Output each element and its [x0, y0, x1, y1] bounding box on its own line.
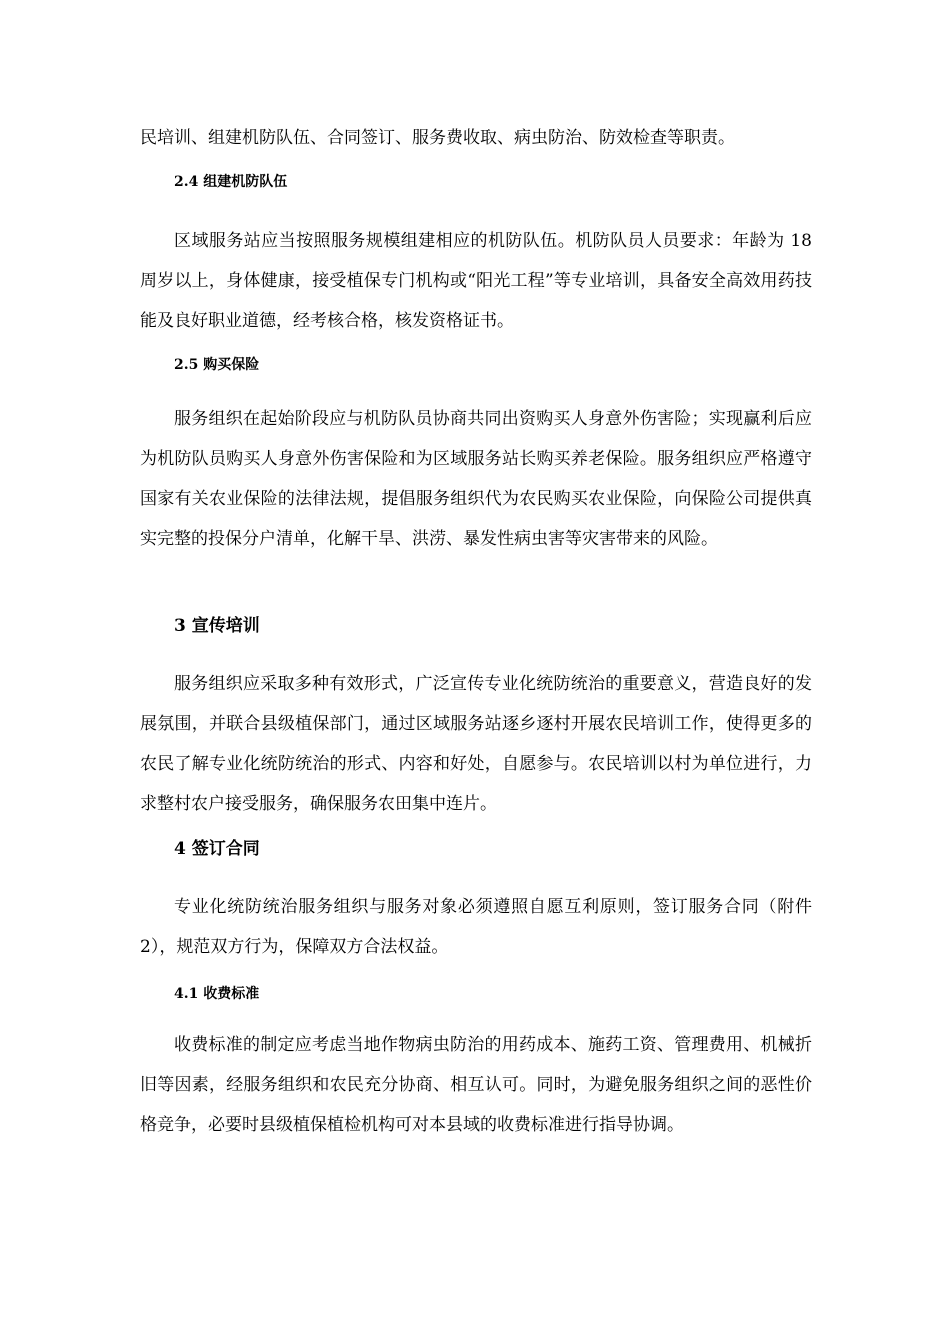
heading-text: 3 宣传培训 — [174, 616, 260, 636]
heading-text: 2.5 购买保险 — [174, 357, 260, 373]
paragraph-text: 区域服务站应当按照服务规模组建相应的机防队伍。机防队员人员要求：年龄为 18 周岁以上，身体健康，接受植保专门机构或“阳光工程”等专业培训，具备安全高效用药技能及良好职业道德，经考核合格，核发资格证书。 — [140, 231, 812, 331]
paragraph-4 — [140, 887, 812, 967]
paragraph-text: 收费标准的制定应考虑当地作物病虫防治的用药成本、施药工资、管理费用、机械折旧等因素，经服务组织和农民充分协商、相互认可。同时，为避免服务组织之间的恶性价格竞争，必要时县级植保植检机构可对本县域的收费标准进行指导协调。 — [140, 1035, 812, 1135]
paragraph-2-4 — [140, 221, 812, 341]
heading-3 — [140, 611, 812, 641]
paragraph-2-5 — [140, 399, 812, 559]
paragraph-text: 民培训、组建机防队伍、合同签订、服务费收取、病虫防治、防效检查等职责。 — [140, 128, 735, 148]
paragraph-4-1 — [140, 1025, 812, 1145]
paragraph-text: 专业化统防统治服务组织与服务对象必须遵照自愿互利原则，签订服务合同（附件 2），规范双方行为，保障双方合法权益。 — [140, 897, 812, 957]
heading-text: 4.1 收费标准 — [174, 986, 260, 1002]
paragraph-3 — [140, 664, 812, 824]
paragraph-text: 服务组织在起始阶段应与机防队员协商共同出资购买人身意外伤害险；实现赢利后应为机防队员购买人身意外伤害保险和为区域服务站长购买养老保险。服务组织应严格遵守国家有关农业保险的法律法规，提倡服务组织代为农民购买农业保险，向保险公司提供真实完整的投保分户清单，化解干旱、洪涝、暴发性病虫害等灾害带来的风险。 — [140, 409, 812, 549]
paragraph-text: 服务组织应采取多种有效形式，广泛宣传专业化统防统治的重要意义，营造良好的发展氛围，并联合县级植保部门，通过区域服务站逐乡逐村开展农民培训工作，使得更多的农民了解专业化统防统治的形式、内容和好处，自愿参与。农民培训以村为单位进行，力求整村农户接受服务，确保服务农田集中连片。 — [140, 674, 812, 814]
heading-text: 4 签订合同 — [174, 839, 260, 859]
heading-2-4 — [140, 170, 812, 194]
heading-4 — [140, 834, 812, 864]
paragraph-continued — [140, 118, 812, 158]
heading-text: 2.4 组建机防队伍 — [174, 174, 288, 190]
heading-4-1 — [140, 982, 812, 1006]
heading-2-5 — [140, 353, 812, 377]
